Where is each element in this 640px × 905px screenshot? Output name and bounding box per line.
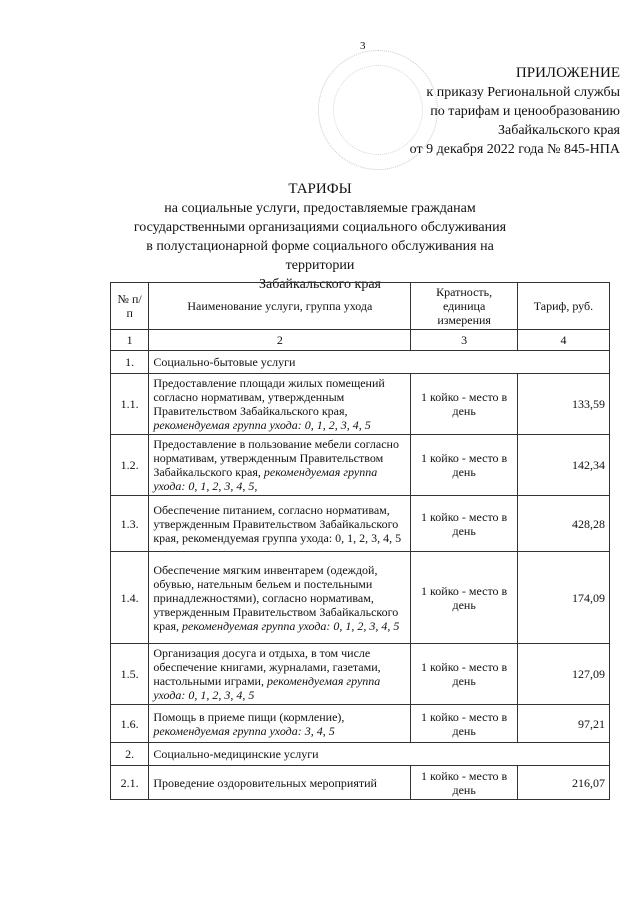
header-num: № п/п xyxy=(111,283,149,330)
care-group: рекомендуемая группа ухода: 0, 1, 2, 3, 4, 5 xyxy=(153,418,371,432)
column-number: 3 xyxy=(411,330,517,351)
column-numbers-row xyxy=(111,330,610,351)
care-group: рекомендуемая группа ухода: 0, 1, 2, 3, 4, 5, xyxy=(153,465,378,493)
row-name xyxy=(149,552,411,644)
row-unit: 1 койко - место в день xyxy=(411,766,517,800)
row-num: 2.1. xyxy=(111,766,149,800)
appendix-title: ПРИЛОЖЕНИЕ xyxy=(515,65,620,81)
appendix-line: к приказу Региональной службы xyxy=(426,85,620,100)
header-tariff: Тариф, руб. xyxy=(517,283,609,330)
row-tariff: 428,28 xyxy=(517,496,609,552)
service-name: Обеспечение питанием, согласно нормативам, утвержденным Правительством Забайкальского края, рекомендуемая группа ухода: 0, 1, 2, 3, 4, 5 xyxy=(153,502,402,545)
group-row xyxy=(111,743,610,766)
row-unit: 1 койко - место в день xyxy=(411,552,517,644)
row-tariff: 133,59 xyxy=(517,374,609,435)
row-num: 1.5. xyxy=(111,644,149,705)
table-row xyxy=(111,705,610,743)
row-num: 1.2. xyxy=(111,435,149,496)
group-num: 2. xyxy=(111,743,149,766)
row-unit: 1 койко - место в день xyxy=(411,705,517,743)
service-name: Организация досуга и отдыха, в том числе обеспечение книгами, журналами, газетами, настольными играми, xyxy=(153,646,381,688)
appendix-header xyxy=(360,64,620,159)
tariff-table xyxy=(110,282,610,800)
row-name xyxy=(149,496,411,552)
row-num: 1.3. xyxy=(111,496,149,552)
table-row xyxy=(111,552,610,644)
table-row xyxy=(111,496,610,552)
appendix-line: по тарифам и ценообразованию xyxy=(430,104,620,119)
row-unit: 1 койко - место в день xyxy=(411,374,517,435)
appendix-line: от 9 декабря 2022 года № 845-НПА xyxy=(409,142,620,157)
table-row xyxy=(111,435,610,496)
header-name: Наименование услуги, группа ухода xyxy=(149,283,411,330)
row-unit: 1 койко - место в день xyxy=(411,496,517,552)
care-group: рекомендуемая группа ухода: 0, 1, 2, 3, 4, 5 xyxy=(153,674,381,702)
column-number: 4 xyxy=(517,330,609,351)
row-unit: 1 койко - место в день xyxy=(411,435,517,496)
table-row xyxy=(111,374,610,435)
row-tariff: 127,09 xyxy=(517,644,609,705)
title-line: в полустационарной форме социального обслуживания на территории xyxy=(146,239,494,273)
row-unit: 1 койко - место в день xyxy=(411,644,517,705)
column-number: 2 xyxy=(149,330,411,351)
row-name xyxy=(149,435,411,496)
service-name: Обеспечение мягким инвентарем (одеждой, обувью, нательным бельем и постельными принадлежностями), согласно нормативам, утвержденным Правительством Забайкальского края, xyxy=(153,562,399,633)
group-title: Социально-медицинские услуги xyxy=(149,743,610,766)
row-num: 1.1. xyxy=(111,374,149,435)
group2-rows xyxy=(111,766,610,800)
title-line: на социальные услуги, предоставляемые гражданам xyxy=(164,201,476,216)
row-num: 1.4. xyxy=(111,552,149,644)
page-number: 3 xyxy=(360,40,366,52)
care-group: рекомендуемая группа ухода: 3, 4, 5 xyxy=(153,723,335,738)
row-num: 1.6. xyxy=(111,705,149,743)
title-main: ТАРИФЫ xyxy=(288,181,352,197)
document-title xyxy=(120,180,520,294)
title-line: Забайкальского края xyxy=(258,277,381,292)
appendix-line: Забайкальского края xyxy=(497,123,620,138)
table-row xyxy=(111,644,610,705)
service-name: Помощь в приеме пищи (кормление), xyxy=(153,709,345,724)
service-name: Предоставление площади жилых помещений согласно нормативам, утвержденным Правительством Забайкальского края, xyxy=(153,376,385,418)
group-num: 1. xyxy=(111,351,149,374)
service-name: Проведение оздоровительных мероприятий xyxy=(153,775,377,790)
group-title: Социально-бытовые услуги xyxy=(149,351,610,374)
title-line: государственными организациями социального обслуживания xyxy=(133,220,507,235)
row-name xyxy=(149,705,411,743)
row-tariff: 216,07 xyxy=(517,766,609,800)
group-row xyxy=(111,351,610,374)
service-name: Предоставление в пользование мебели согласно нормативам, утвержденным Правительством Забайкальского края, xyxy=(153,437,399,479)
care-group: рекомендуемая группа ухода: 0, 1, 2, 3, 4, 5 xyxy=(182,618,400,633)
column-number: 1 xyxy=(111,330,149,351)
row-name xyxy=(149,766,411,800)
row-name xyxy=(149,374,411,435)
header-unit: Кратность, единица измерения xyxy=(411,283,517,330)
row-name xyxy=(149,644,411,705)
table-row xyxy=(111,766,610,800)
group1-rows xyxy=(111,374,610,743)
table-header-row xyxy=(111,283,610,330)
row-tariff: 142,34 xyxy=(517,435,609,496)
row-tariff: 174,09 xyxy=(517,552,609,644)
row-tariff: 97,21 xyxy=(517,705,609,743)
